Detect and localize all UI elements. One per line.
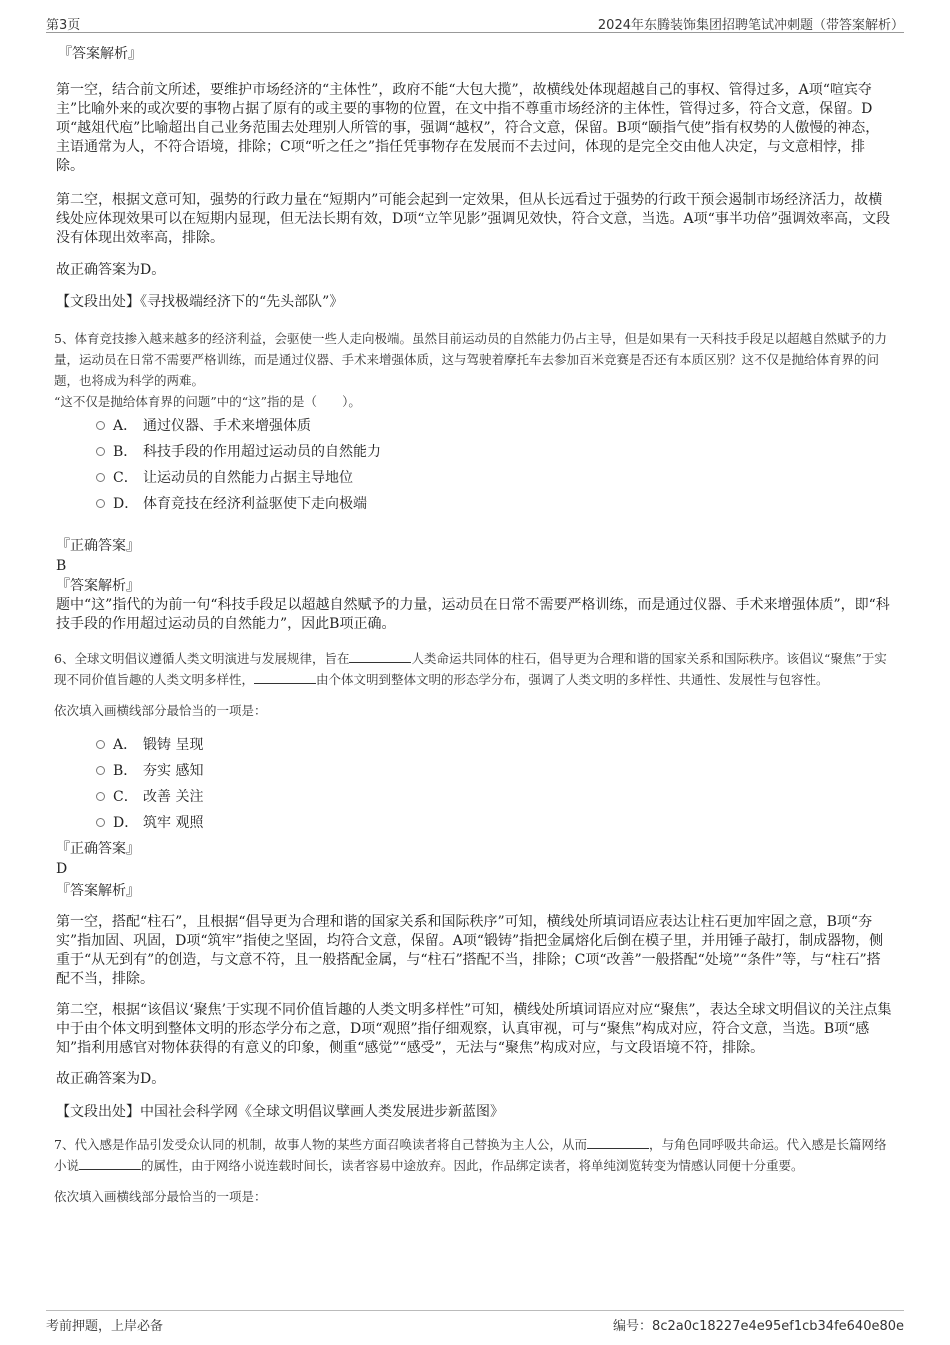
q5-option-d[interactable]: D． 体育竞技在经济利益驱使下走向极端	[96, 490, 892, 516]
radio-icon[interactable]	[96, 499, 105, 508]
q6-analysis-p1: 第一空，搭配“柱石”，且根据“倡导更为合理和谐的国家关系和国际秩序”可知，横线处所填词语应表达让柱石更加牢固之意，B项“夯实”指加固、巩固，D项“筑牢”指使之坚固，均符合文意，保留。A项“锻铸”指把金属熔化后倒在模子里，并用锤子敲打，制成器物，侧重于“从无到有”的创造，与文意不符，且一般搭配金属，与“柱石”搭配不当，排除；C项“改善”一般搭配“处境”“条件”等，与“柱石”搭配不当，排除。	[56, 914, 884, 987]
q6-options	[56, 731, 892, 835]
q5-question: “这不仅是抛给体育界的问题”中的“这”指的是（ ）。	[54, 394, 361, 409]
q5-analysis-tag: 『答案解析』	[56, 578, 140, 594]
q7-stem: 7、代入感是作品引发受众认同的机制，故事人物的某些方面召唤读者将自己替换为主人公，从而 ，与角色同呼吸共命运。代入感是长篇网络小说 的属性，由于网络小说连载时间长，读者容易中途放弃。因此，作品绑定读者，将单纯浏览转变为情感认同便十分重要。	[54, 1137, 887, 1173]
page-content	[56, 44, 892, 1207]
page-footer	[46, 1310, 904, 1333]
q6-correct-tag: 『正确答案』	[56, 841, 140, 857]
q5-correct-tag: 『正确答案』	[56, 538, 140, 554]
radio-icon[interactable]	[96, 473, 105, 482]
q5-stem: 5、体育竞技掺入越来越多的经济利益，会驱使一些人走向极端。虽然目前运动员的自然能力仍占主导，但是如果有一天科技手段足以超越自然赋予的力量，运动员在日常不需要严格训练，而是通过仪器、手术来增强体质，这与驾驶着摩托车去参加百米竞赛是否还有本质区别？这不仅是抛给体育界的问题，也将成为科学的两难。	[54, 331, 887, 388]
q6-prompt: 依次填入画横线部分最恰当的一项是：	[54, 703, 267, 718]
radio-icon[interactable]	[96, 818, 105, 827]
q5-correct-answer: B	[56, 558, 67, 574]
blank-1	[587, 1136, 649, 1149]
radio-icon[interactable]	[96, 740, 105, 749]
radio-icon[interactable]	[96, 766, 105, 775]
q6-option-b[interactable]: B． 夯实 感知	[96, 757, 892, 783]
q5-option-b[interactable]: B． 科技手段的作用超过运动员的自然能力	[96, 438, 892, 464]
blank-2	[79, 1157, 141, 1170]
q4-analysis-p2: 第二空，根据文意可知，强势的行政力量在“短期内”可能会起到一定效果，但从长远看过于强势的行政干预会遏制市场经济活力，故横线处应体现效果可以在短期内显现，但无法长期有效，D项“立竿见影”强调见效快，符合文意，当选。A项“事半功倍”强调效率高，文段没有体现出效率高，排除。	[56, 192, 890, 246]
q5-option-a[interactable]: A． 通过仪器、手术来增强体质	[96, 412, 892, 438]
page-header	[46, 12, 904, 33]
q6-analysis-tag: 『答案解析』	[56, 883, 140, 899]
q5-option-c[interactable]: C． 让运动员的自然能力占据主导地位	[96, 464, 892, 490]
q6-correct-answer: D	[56, 861, 68, 877]
radio-icon[interactable]	[96, 421, 105, 430]
q6-stem: 6、全球文明倡议遵循人类文明演进与发展规律，旨在 人类命运共同体的柱石，倡导更为合理和谐的国家关系和国际秩序。该倡议“聚焦”于实现不同价值旨趣的人类文明多样性， 由个体文明到整体文明的形态学分布，强调了人类文明的多样性、共通性、发展性与包容性。	[54, 651, 887, 687]
q6-option-a[interactable]: A． 锻铸 呈现	[96, 731, 892, 757]
radio-icon[interactable]	[96, 792, 105, 801]
q4-source: 【文段出处】《寻找极端经济下的“先头部队”》	[56, 294, 344, 310]
q6-source: 【文段出处】中国社会科学网《全球文明倡议擘画人类发展进步新蓝图》	[56, 1104, 504, 1120]
q4-conclusion: 故正确答案为D。	[56, 262, 166, 278]
q4-analysis-p1: 第一空，结合前文所述，要维护市场经济的“主体性”，政府不能“大包大揽”，故横线处体现超越自己的事权、管得过多，A项“喧宾夺主”比喻外来的或次要的事物占据了原有的或主要的事物的位置，在文中指不尊重市场经济的主体性，管得过多，符合文意，保留。D项“越俎代庖”比喻超出自己业务范围去处理别人所管的事，强调“越权”，符合文意，保留。B项“颐指气使”指有权势的人傲慢的神态，主语通常为人，不符合语境，排除；C项“听之任之”指任凭事物存在发展而不去过问，体现的是完全交由他人决定，与文意相悖，排除。	[56, 82, 880, 174]
q6-option-d[interactable]: D． 筑牢 观照	[96, 809, 892, 835]
blank-2	[254, 671, 316, 684]
document-title: 2024年东腾装饰集团招聘笔试冲刺题（带答案解析）	[597, 18, 904, 33]
q5-analysis: 题中“这”指代的为前一句“科技手段足以超越自然赋予的力量，运动员在日常不需要严格训练，而是通过仪器、手术来增强体质”，即“科技手段的作用超过运动员的自然能力”，因此B项正确。	[56, 597, 890, 632]
q6-conclusion: 故正确答案为D。	[56, 1071, 166, 1087]
q5-options	[56, 412, 892, 516]
blank-1	[349, 650, 411, 663]
q6-option-c[interactable]: C． 改善 关注	[96, 783, 892, 809]
page-number: 第3页	[46, 18, 81, 33]
footer-slogan: 考前押题，上岸必备	[46, 1319, 164, 1334]
q7-prompt: 依次填入画横线部分最恰当的一项是：	[54, 1189, 267, 1204]
document-id: 编号：8c2a0c18227e4e95ef1cb34fe640e80e	[613, 1319, 904, 1334]
radio-icon[interactable]	[96, 447, 105, 456]
q6-analysis-p2: 第二空，根据“该倡议‘聚焦’于实现不同价值旨趣的人类文明多样性”可知，横线处所填词语应对应“聚焦”，表达全球文明倡议的关注点集中于由个体文明到整体文明的形态学分布之意，D项“观照”指仔细观察，认真审视，可与“聚焦”构成对应，符合文意，当选。B项“感知”指利用感官对物体获得的有意义的印象，侧重“感觉”“感受”，无法与“聚焦”构成对应，与文段语境不符，排除。	[56, 1002, 892, 1056]
q4-analysis-tag: 『答案解析』	[58, 46, 142, 62]
